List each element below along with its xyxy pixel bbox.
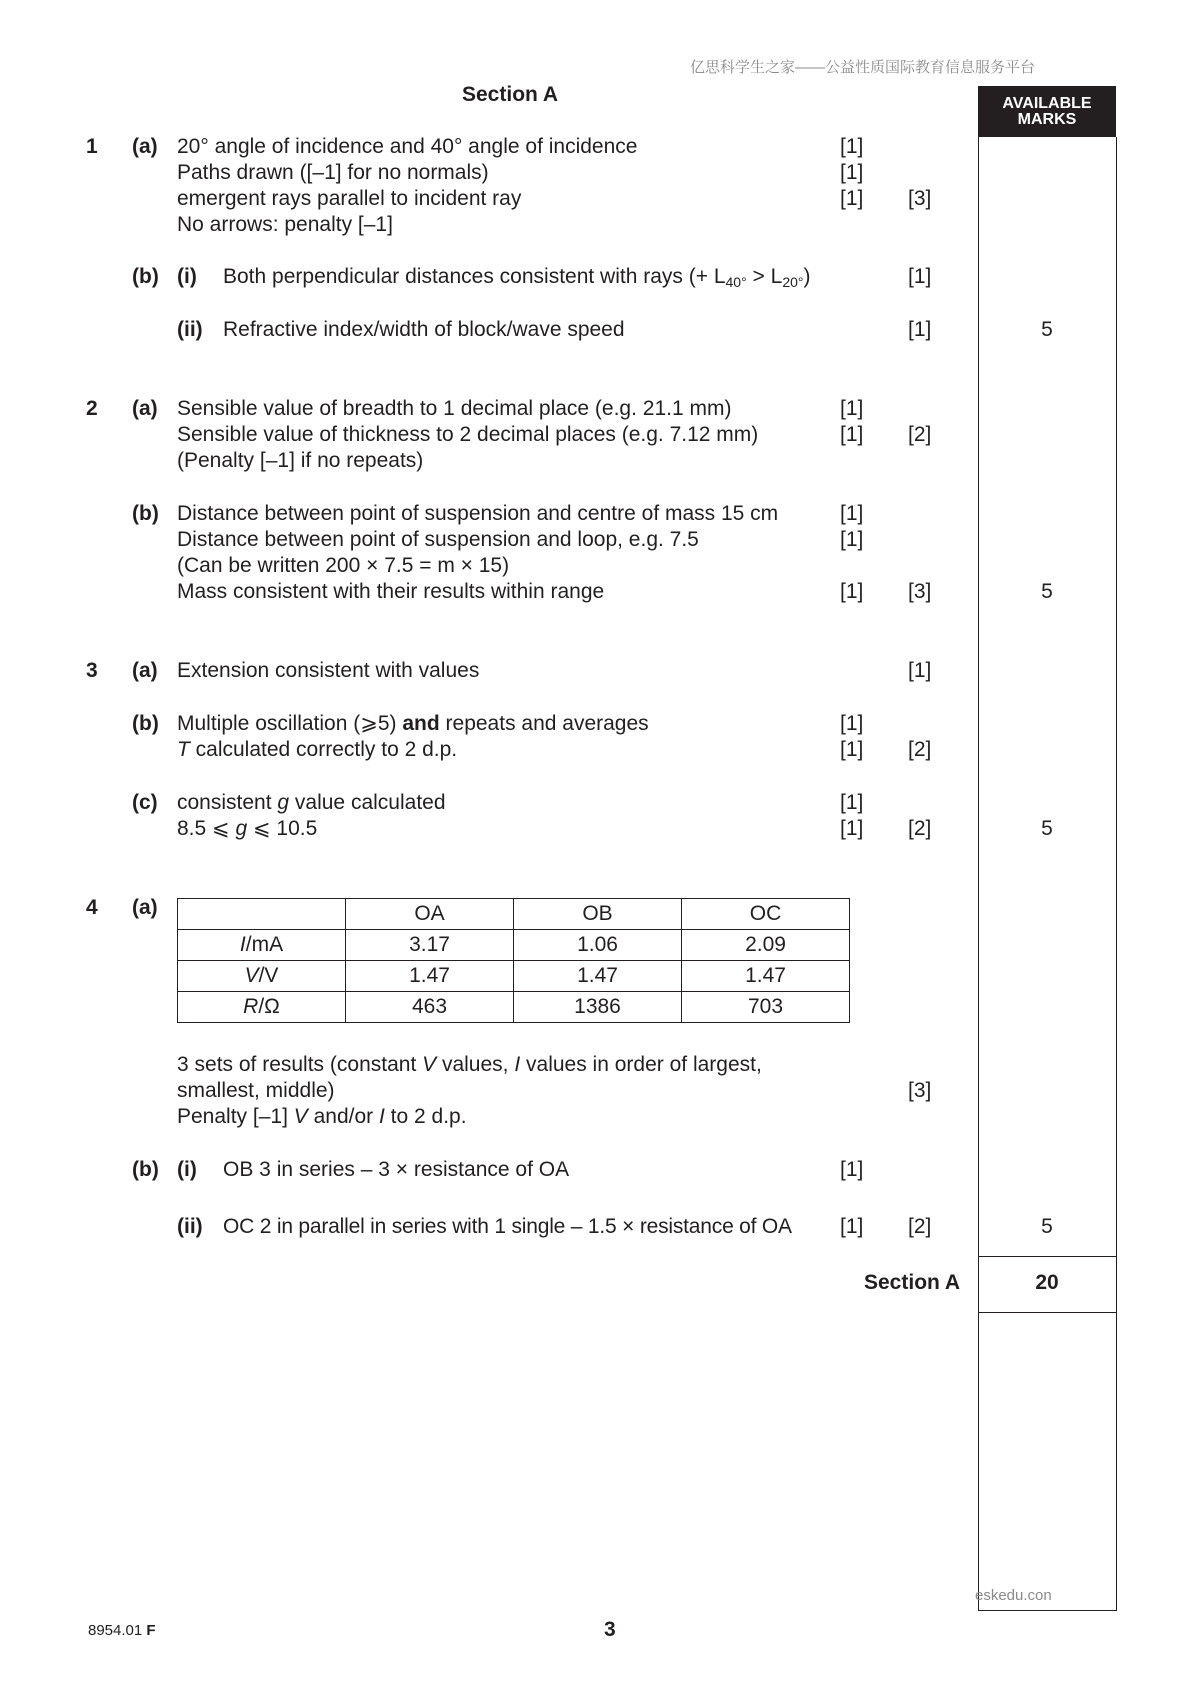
q2a-mark: [1] (840, 397, 864, 420)
results-table (177, 898, 850, 1023)
total-top-rule (978, 1256, 1116, 1257)
q2b-mark: [1] (840, 528, 864, 551)
q3b-line1 (177, 711, 649, 737)
q2a-mark: [1] (840, 423, 864, 446)
table-header-cell: OA (346, 899, 514, 930)
section-title: Section A (462, 83, 559, 106)
table-cell: 463 (346, 992, 514, 1023)
table-row (178, 930, 850, 961)
paper-code (88, 1622, 156, 1639)
note1-post: values in order of largest, (520, 1053, 762, 1076)
table-cell: 1386 (514, 992, 682, 1023)
row-label-symbol: V (244, 964, 259, 987)
total-bottom-rule (978, 1312, 1116, 1313)
table-header-cell: OC (682, 899, 850, 930)
q2-available-marks: 5 (1041, 580, 1053, 603)
q4a-label: (a) (132, 896, 158, 919)
q2b-mark: [1] (840, 502, 864, 525)
note3-mid: and/or (307, 1105, 379, 1128)
table-row-label (178, 992, 346, 1023)
section-total-label: Section A (864, 1271, 961, 1294)
q4bii-text: OC 2 in parallel in series with 1 single – 1.5 × resistance of OA (223, 1215, 792, 1238)
q3c-line1-pre: consistent (177, 791, 278, 814)
table-cell: 1.47 (346, 961, 514, 992)
q3b-mark: [1] (840, 738, 864, 761)
note3-post: to 2 d.p. (384, 1105, 467, 1128)
q1a-line: Paths drawn ([–1] for no normals) (177, 161, 489, 184)
q2-number: 2 (86, 397, 98, 420)
q3c-line1-italic: g (277, 791, 290, 814)
q1b-label: (b) (132, 265, 159, 288)
q3c-line2-post: ⩽ 10.5 (247, 817, 318, 840)
q3c-line2 (177, 816, 317, 842)
available-marks-line1: AVAILABLE (1002, 94, 1092, 112)
q2b-mark: [1] (840, 580, 864, 603)
q2b-line: Mass consistent with their results within range (177, 580, 605, 603)
note3-v: V (293, 1105, 308, 1128)
q4a-note-line1 (177, 1052, 762, 1078)
table-header-cell: OB (514, 899, 682, 930)
paper-code-number: 8954.01 (88, 1622, 143, 1639)
q2b-total: [3] (908, 580, 932, 603)
q1a-total: [3] (908, 187, 932, 210)
q3b-line1-post: repeats and averages (439, 712, 649, 735)
row-label-unit: /mA (245, 933, 284, 956)
row-label-symbol: R (243, 995, 259, 1018)
q1a-line: 20° angle of incidence and 40° angle of incidence (177, 135, 638, 158)
q1bii-text: Refractive index/width of block/wave speed (223, 318, 625, 341)
note1-v: V (422, 1053, 437, 1076)
q3-number: 3 (86, 659, 98, 682)
q1-available-marks: 5 (1041, 318, 1053, 341)
available-marks-column (978, 137, 1117, 1611)
q3c-label: (c) (132, 791, 158, 814)
q3b-line2-rest: calculated correctly to 2 d.p. (189, 738, 458, 761)
q3c-line2-pre: 8.5 ⩽ (177, 817, 236, 840)
q4b-label: (b) (132, 1158, 159, 1181)
q4a-note-line2: smallest, middle) (177, 1079, 335, 1102)
q3c-line1-post: value calculated (289, 791, 446, 814)
q2a-line: (Penalty [–1] if no repeats) (177, 449, 424, 472)
section-total-value: 20 (1035, 1271, 1059, 1294)
q3b-mark: [1] (840, 712, 864, 735)
q1bi-total: [1] (908, 265, 932, 288)
q1a-label: (a) (132, 135, 158, 158)
q1a-mark: [1] (840, 161, 864, 184)
table-row-label (178, 961, 346, 992)
q4a-note-line3 (177, 1104, 467, 1130)
q2b-line: Distance between point of suspension and loop, e.g. 7.5 (177, 528, 699, 551)
note1-i: I (514, 1053, 521, 1076)
row-label-symbol: I (239, 933, 246, 956)
note3-pre: Penalty [–1] (177, 1105, 294, 1128)
q2b-line: (Can be written 200 × 7.5 = m × 15) (177, 554, 510, 577)
q1bi-label: (i) (177, 265, 197, 288)
q1bii-label: (ii) (177, 318, 203, 341)
q2b-label: (b) (132, 502, 159, 525)
table-header-row (178, 899, 850, 930)
note1-mid: values, (436, 1053, 515, 1076)
available-marks-header (978, 86, 1116, 137)
q4bi-text: OB 3 in series – 3 × resistance of OA (223, 1158, 570, 1181)
q4bi-mark: [1] (840, 1158, 864, 1181)
q3b-line1-pre: Multiple oscillation (⩾5) (177, 712, 403, 735)
q1bi-gt: > L (746, 265, 783, 288)
q1a-mark: [1] (840, 187, 864, 210)
q3c-line1 (177, 790, 446, 816)
q1bi-text-main: Both perpendicular distances consistent with rays (+ L (223, 265, 726, 288)
page-number: 3 (604, 1618, 616, 1641)
table-row (178, 961, 850, 992)
q3a-total: [1] (908, 659, 932, 682)
q1bi-sub-40: 40° (725, 274, 747, 290)
table-header-cell (178, 899, 346, 930)
paper-code-suffix: F (146, 1622, 156, 1639)
q1a-line: emergent rays parallel to incident ray (177, 187, 522, 210)
q1-number: 1 (86, 135, 98, 158)
table-cell: 3.17 (346, 930, 514, 961)
q3b-line2 (177, 737, 457, 763)
q4bii-mark: [1] (840, 1215, 864, 1238)
q2a-line: Sensible value of breadth to 1 decimal place (e.g. 21.1 mm) (177, 397, 732, 420)
note1-pre: 3 sets of results (constant (177, 1053, 423, 1076)
q2a-total: [2] (908, 423, 932, 446)
q3c-mark: [1] (840, 791, 864, 814)
q1a-line: No arrows: penalty [–1] (177, 213, 393, 236)
q3c-total: [2] (908, 817, 932, 840)
q4bii-label: (ii) (177, 1215, 203, 1238)
table-row-label (178, 930, 346, 961)
q3b-line1-bold: and (402, 712, 440, 735)
q4-available-marks: 5 (1041, 1215, 1053, 1238)
note3-i: I (378, 1105, 385, 1128)
q4a-total: [3] (908, 1079, 932, 1102)
q3b-line2-italic: T (177, 738, 190, 761)
q4bii-total: [2] (908, 1215, 932, 1238)
available-marks-line2: MARKS (1017, 110, 1077, 128)
table-cell: 1.06 (514, 930, 682, 961)
q3b-label: (b) (132, 712, 159, 735)
q1bi-text (223, 264, 810, 290)
q3a-label: (a) (132, 659, 158, 682)
q1bi-close: ) (803, 265, 811, 288)
q3b-total: [2] (908, 738, 932, 761)
q2b-line: Distance between point of suspension and centre of mass 15 cm (177, 502, 779, 525)
q1bi-sub-20: 20° (782, 274, 804, 290)
row-label-unit: /V (258, 964, 279, 987)
table-cell: 1.47 (682, 961, 850, 992)
q1bii-total: [1] (908, 318, 932, 341)
table-cell: 703 (682, 992, 850, 1023)
q1a-mark: [1] (840, 135, 864, 158)
table-cell: 2.09 (682, 930, 850, 961)
q2a-line: Sensible value of thickness to 2 decimal places (e.g. 7.12 mm) (177, 423, 759, 446)
q3c-line2-italic: g (235, 817, 248, 840)
q4-number: 4 (86, 896, 98, 919)
row-label-unit: /Ω (258, 995, 280, 1018)
table-cell: 1.47 (514, 961, 682, 992)
q4bi-label: (i) (177, 1158, 197, 1181)
table-row (178, 992, 850, 1023)
q3-available-marks: 5 (1041, 817, 1053, 840)
site-watermark: eskedu.con (975, 1587, 1052, 1604)
q2a-label: (a) (132, 397, 158, 420)
watermark-text: 亿思科学生之家——公益性质国际教育信息服务平台 (690, 59, 1036, 76)
q3a-text: Extension consistent with values (177, 659, 480, 682)
q3c-mark: [1] (840, 817, 864, 840)
